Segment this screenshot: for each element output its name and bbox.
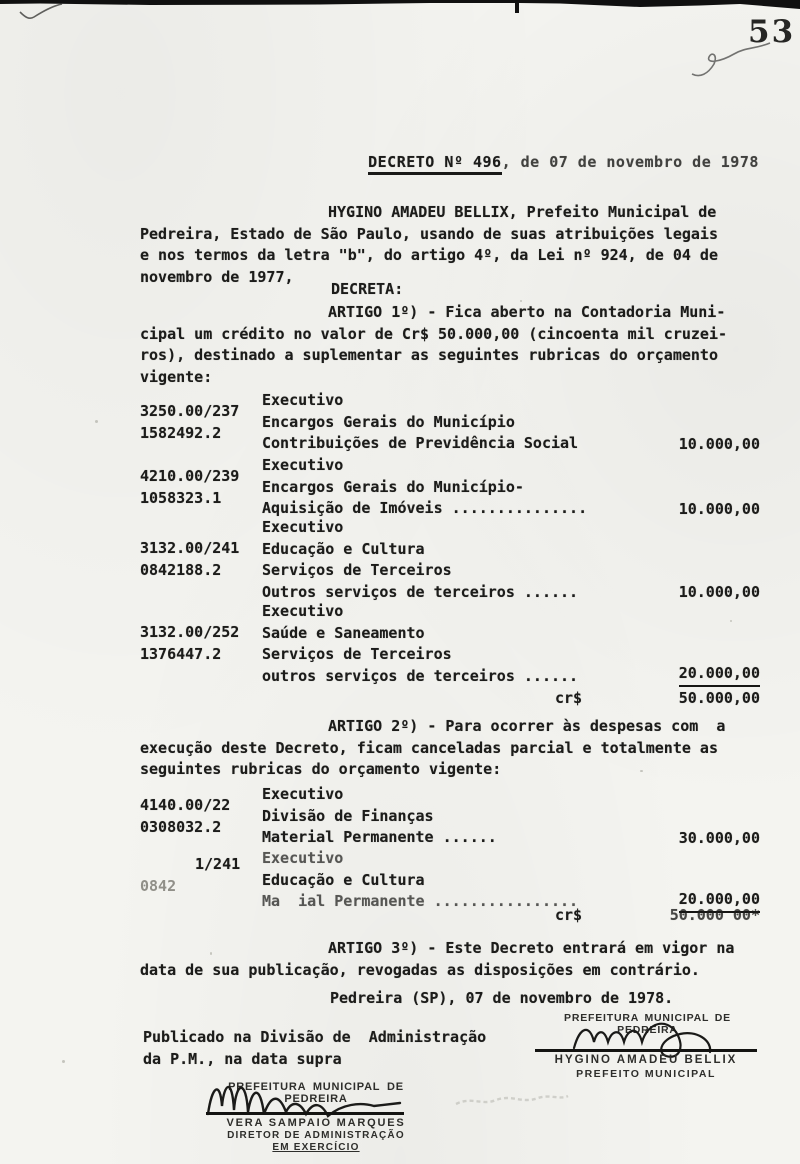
preamble-line: e nos termos da letra "b", do artigo 4º, da Lei nº 924, de 04 de — [140, 246, 718, 264]
budget-branch: Executivo — [262, 849, 344, 867]
budget-line: Contribuições de Previdência Social — [262, 434, 579, 452]
publication-note — [143, 1027, 486, 1070]
preamble-line: novembro de 1977, — [140, 267, 294, 286]
budget-line: Educação e Cultura — [262, 870, 425, 889]
pencil-scribble — [452, 1086, 572, 1110]
total-value: 50.000 00* — [669, 906, 760, 924]
decree-date: , de 07 de novembro de 1978 — [501, 152, 759, 171]
budget-amount: 10.000,00 — [678, 499, 760, 518]
director-signature-line — [206, 1112, 404, 1115]
budget-line: Saúde e Saneamento — [262, 623, 425, 642]
budget-line: Ma ial Permanente ................ — [262, 892, 579, 910]
budget-line: Aquisição de Imóveis ............... — [262, 499, 588, 517]
budget-code: 1/241 — [195, 855, 241, 873]
director-role: DIRETOR DE ADMINISTRAÇÃO — [227, 1130, 405, 1141]
budget-line: Divisão de Finanças — [262, 806, 434, 825]
artigo-1-line: vigente: — [140, 367, 213, 386]
scan-edge-artifact — [0, 0, 800, 14]
mayor-role: PREFEITO MUNICIPAL — [576, 1068, 716, 1080]
director-org-stamp: PREFEITURA MUNICIPAL DE PEDREIRA — [228, 1081, 404, 1105]
budget-branch: Executivo — [262, 391, 344, 409]
artigo-1-line: ARTIGO 1º) - Fica aberto na Contadoria Muni- — [328, 303, 726, 321]
budget-item — [140, 848, 762, 913]
preamble-line: HYGINO AMADEU BELLIX, Prefeito Municipal de — [328, 203, 717, 221]
budget-code: 1058323.1 — [140, 488, 222, 507]
budget-code: 0308032.2 — [140, 817, 222, 836]
budget-amount: 20.000,00 — [679, 889, 760, 914]
artigo-3 — [140, 938, 764, 981]
artigo-2 — [140, 716, 764, 781]
budget-code: 0842188.2 — [140, 560, 222, 579]
budget-code: 1376447.2 — [140, 644, 222, 663]
scan-speck — [520, 300, 522, 302]
budget-line: outros serviços de terceiros ...... — [262, 666, 579, 685]
scan-speck — [95, 420, 98, 423]
artigo-2-line: execução deste Decreto, ficam canceladas parcial e totalmente as — [140, 738, 718, 757]
table2-total — [140, 905, 762, 927]
budget-item — [140, 601, 762, 687]
publication-line: da P.M., na data supra — [143, 1049, 342, 1068]
budget-code: 3132.00/252 — [140, 623, 240, 641]
director-name: VERA SAMPAIO MARQUES — [226, 1117, 406, 1129]
scan-speck — [730, 620, 732, 622]
mayor-signature-line — [535, 1049, 757, 1052]
budget-line: Encargos Gerais do Município — [262, 412, 515, 431]
budget-line: Serviços de Terceiros — [262, 645, 452, 663]
budget-amount: 10.000,00 — [678, 582, 760, 601]
budget-branch: Executivo — [262, 602, 344, 620]
checkmark-annotation-icon — [16, 2, 64, 24]
budget-codes — [140, 401, 239, 444]
publication-line: Publicado na Divisão de Administração — [143, 1028, 487, 1046]
total-label: cr$ — [555, 689, 583, 707]
preamble — [140, 202, 764, 288]
director-role-2: EM EXERCÍCIO — [272, 1142, 360, 1153]
scan-speck — [210, 952, 212, 955]
budget-line: Outros serviços de terceiros ...... — [262, 582, 579, 601]
budget-item — [140, 390, 762, 455]
budget-codes — [140, 538, 239, 581]
table1-total — [140, 688, 762, 710]
mayor-name: HYGINO AMADEU BELLIX — [554, 1054, 738, 1066]
dateline: Pedreira (SP), 07 de novembro de 1978. — [330, 989, 674, 1007]
artigo-2-line: ARTIGO 2º) - Para ocorrer às despesas com a — [328, 717, 726, 735]
artigo-1 — [140, 302, 764, 388]
artigo-3-line: data de sua publicação, revogadas as disposições em contrário. — [140, 960, 700, 979]
budget-branch: Executivo — [262, 456, 344, 474]
mayor-org-stamp: PREFEITURA MUNICIPAL DE PEDREIRA — [564, 1012, 731, 1036]
page-number-squiggle — [684, 38, 776, 80]
budget-line: Educação e Cultura — [262, 539, 425, 558]
budget-codes — [140, 466, 239, 509]
budget-codes — [140, 795, 230, 838]
budget-code: 4210.00/239 — [140, 467, 240, 485]
budget-codes — [140, 622, 239, 665]
decreta-label: DECRETA: — [331, 280, 404, 298]
budget-code: 0842 — [140, 876, 177, 895]
total-label: cr$ — [555, 906, 583, 924]
artigo-1-line: cipal um crédito no valor de Cr$ 50.000,00 (cincoenta mil cruzei- — [140, 324, 727, 343]
artigo-3-line: ARTIGO 3º) - Este Decreto entrará em vigor na — [328, 939, 735, 957]
page-number: 53 — [748, 14, 796, 50]
budget-amount: 10.000,00 — [678, 434, 760, 453]
artigo-1-line: ros), destinado a suplementar as seguintes rubricas do orçamento — [140, 346, 718, 364]
budget-amount: 20.000,00 — [679, 663, 760, 688]
budget-branch: Executivo — [262, 518, 344, 536]
budget-item — [140, 784, 762, 849]
scan-speck — [640, 770, 643, 772]
scan-speck — [62, 1060, 65, 1063]
budget-line: Serviços de Terceiros — [262, 561, 452, 579]
decree-title — [330, 130, 759, 195]
budget-code: 3250.00/237 — [140, 402, 240, 420]
budget-code: 3132.00/241 — [140, 539, 240, 557]
artigo-2-line: seguintes rubricas do orçamento vigente: — [140, 760, 502, 778]
budget-code: 4140.00/22 — [140, 796, 231, 814]
budget-line: Encargos Gerais do Município- — [262, 477, 524, 496]
budget-item — [140, 517, 762, 603]
decree-number: DECRETO Nº 496 — [368, 153, 501, 175]
budget-codes — [140, 854, 240, 897]
total-value: 50.000,00 — [678, 689, 760, 707]
budget-line: Material Permanente ...... — [262, 828, 497, 846]
budget-amount: 30.000,00 — [678, 828, 760, 847]
budget-item — [140, 455, 762, 520]
preamble-line: Pedreira, Estado de São Paulo, usando de suas atribuições legais — [140, 224, 718, 243]
budget-code: 1582492.2 — [140, 423, 222, 442]
budget-branch: Executivo — [262, 785, 344, 803]
